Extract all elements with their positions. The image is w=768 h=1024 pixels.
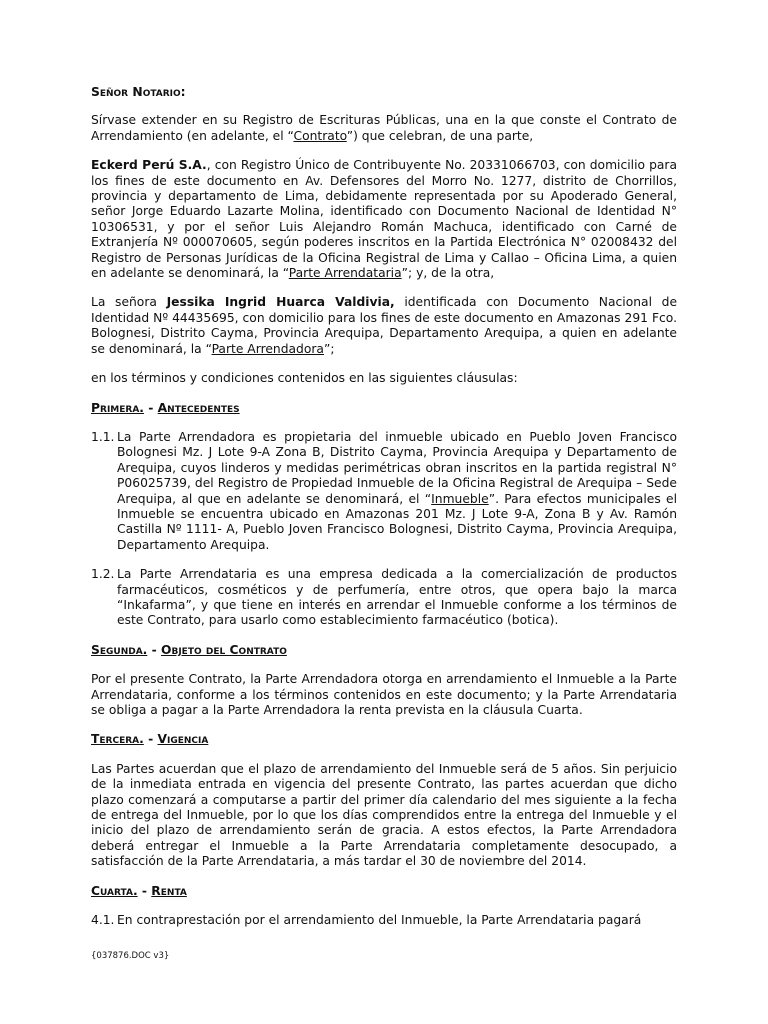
clause-text: La Parte Arrendataria es una empresa dedicada a la comercialización de productos farmacéuticos, cosméticos y de perfumería, entre otros, que opera bajo la marca “Inkafarma”, y que tiene en interés en arrendar el Inmueble conforme a los términos de este Contrato, para usarlo como establecimiento farmacéutico (botica). (117, 567, 677, 628)
party1-name: Eckerd Perú S.A. (91, 158, 207, 173)
segunda-paragraph: Por el presente Contrato, la Parte Arrendadora otorga en arrendamiento el Inmueble a la Parte Arrendataria, conforme a los términos contenidos en este documento; y la Parte Arrendataria se obliga a pagar a la Parte Arrendadora la renta prevista en la cláusula Cuarta. (91, 672, 677, 717)
party1-text-end: ”; y, de la otra, (401, 266, 495, 281)
clause-text-body: La Parte Arrendadora es propietaria del inmueble ubicado en Pueblo Joven Francisco Bolognesi Mz. J Lote 9-A Zona B, Distrito Cayma, Provincia Arequipa y Departamento de Arequipa, cuyos linderos y medidas perimétricas obran inscritos en la partida registral N° P06025739, del Registro de Propiedad Inmueble de la Oficina Registral de Arequipa – Sede Arequipa, al que en adelante se denominará, el “ (117, 429, 677, 506)
section-heading-primera (91, 401, 677, 416)
term-parte-arrendataria: Parte Arrendataria (288, 266, 402, 281)
section-number: Primera. (91, 400, 144, 415)
section-title: Renta (151, 883, 187, 898)
tercera-paragraph: Las Partes acuerdan que el plazo de arrendamiento del Inmueble será de 5 años. Sin perjuicio de la inmediata entrada en vigencia del presente Contrato, las partes acuerdan que dicho plazo comenzará a computarse a partir del primer día calendario del mes siguiente a la fecha de entrega del Inmueble, por lo que los días comprendidos entre la entrega del Inmueble y el inicio del plazo de arrendamiento serán de gracia. A estos efectos, la Parte Arrendadora deberá entregar el Inmueble a la Parte Arrendataria completamente desocupado, a satisfacción de la Parte Arrendataria, a más tardar el 30 de noviembre del 2014. (91, 761, 677, 869)
intro-text: Sírvase extender en su Registro de Escrituras Públicas, una en la que conste el Contrato de Arrendamiento (en adelante, el “ (91, 113, 677, 143)
section-number: Segunda. (91, 642, 148, 657)
intro-text-end: ”) que celebran, de una parte, (346, 128, 534, 143)
clause-text (117, 430, 677, 553)
clause-1-1 (91, 430, 677, 553)
clause-number: 1.2. (91, 567, 115, 582)
party2-text: identificada con Documento Nacional de Identidad Nº 44435695, con domicilio para los fines de este documento en Amazonas 291 Fco. Bolognesi, Distrito Cayma, Provincia Arequipa, Departamento Arequipa, a quien en adelante se denominará, la “ (91, 295, 678, 356)
section-number: Cuarta. (91, 883, 138, 898)
section-title: Antecedentes (157, 400, 240, 415)
section-title: Objeto del Contrato (161, 642, 287, 657)
party1-paragraph (91, 158, 677, 281)
section-heading-cuarta (91, 884, 677, 899)
clause-1-2 (91, 567, 677, 629)
section-title: Vigencia (157, 732, 209, 747)
section-heading-tercera (91, 732, 677, 747)
party1-text: , con Registro Único de Contribuyente No. 20331066703, con domicilio para los fines de este documento en Av. Defensores del Morro No. 1277, distrito de Chorrillos, provincia y departamento de Lima, debidamente representada por su Apoderado General, señor Jorge Eduardo Lazarte Molina, identificado con Documento Nacional de Identidad N° 10306531, y por el señor Luis Alejandro Román Machuca, identificado con Carné de Extranjería Nº 000070605, según poderes inscritos en la Partida Electrónica N° 02008432 del Registro de Personas Jurídicas de la Oficina Registral de Lima y Callao – Oficina Lima, a quien en adelante se denominará, la “ (91, 158, 677, 281)
clause-4-1 (91, 913, 677, 928)
salutation-heading: Señor Notario: (91, 85, 186, 99)
clause-text: En contraprestación por el arrendamiento del Inmueble, la Parte Arrendataria pagará (117, 913, 642, 928)
section-separator: - (143, 732, 158, 747)
party2-text-end: ”; (323, 341, 335, 356)
term-parte-arrendadora: Parte Arrendadora (211, 341, 324, 356)
document-footer-id: {037876.DOC v3} (91, 951, 170, 961)
section-number: Tercera. (91, 732, 144, 747)
section-separator: - (147, 642, 162, 657)
intro-paragraph (91, 113, 677, 144)
party2-name: Jessika Ingrid Huarca Valdivia, (166, 295, 395, 310)
term-contrato: Contrato (293, 128, 347, 143)
term-inmueble: Inmueble (431, 491, 489, 506)
section-separator: - (137, 883, 152, 898)
clause-number: 4.1. (91, 913, 115, 928)
document-body (91, 85, 677, 942)
party2-prefix: La señora (91, 295, 167, 310)
section-separator: - (143, 400, 158, 415)
clause-text-end: ”. Para efectos municipales el Inmueble se encuentra ubicado en Amazonas 201 Mz. J Lote 9-A, Zona B y Av. Ramón Castilla Nº 1111- A, Pueblo Joven Francisco Bolognesi, Distrito Cayma, Provincia Arequipa, Departamento Arequipa. (117, 491, 677, 552)
clause-number: 1.1. (91, 429, 115, 444)
section-heading-segunda (91, 643, 677, 658)
party2-paragraph (91, 295, 677, 357)
terms-intro: en los términos y condiciones contenidos en las siguientes cláusulas: (91, 371, 518, 386)
